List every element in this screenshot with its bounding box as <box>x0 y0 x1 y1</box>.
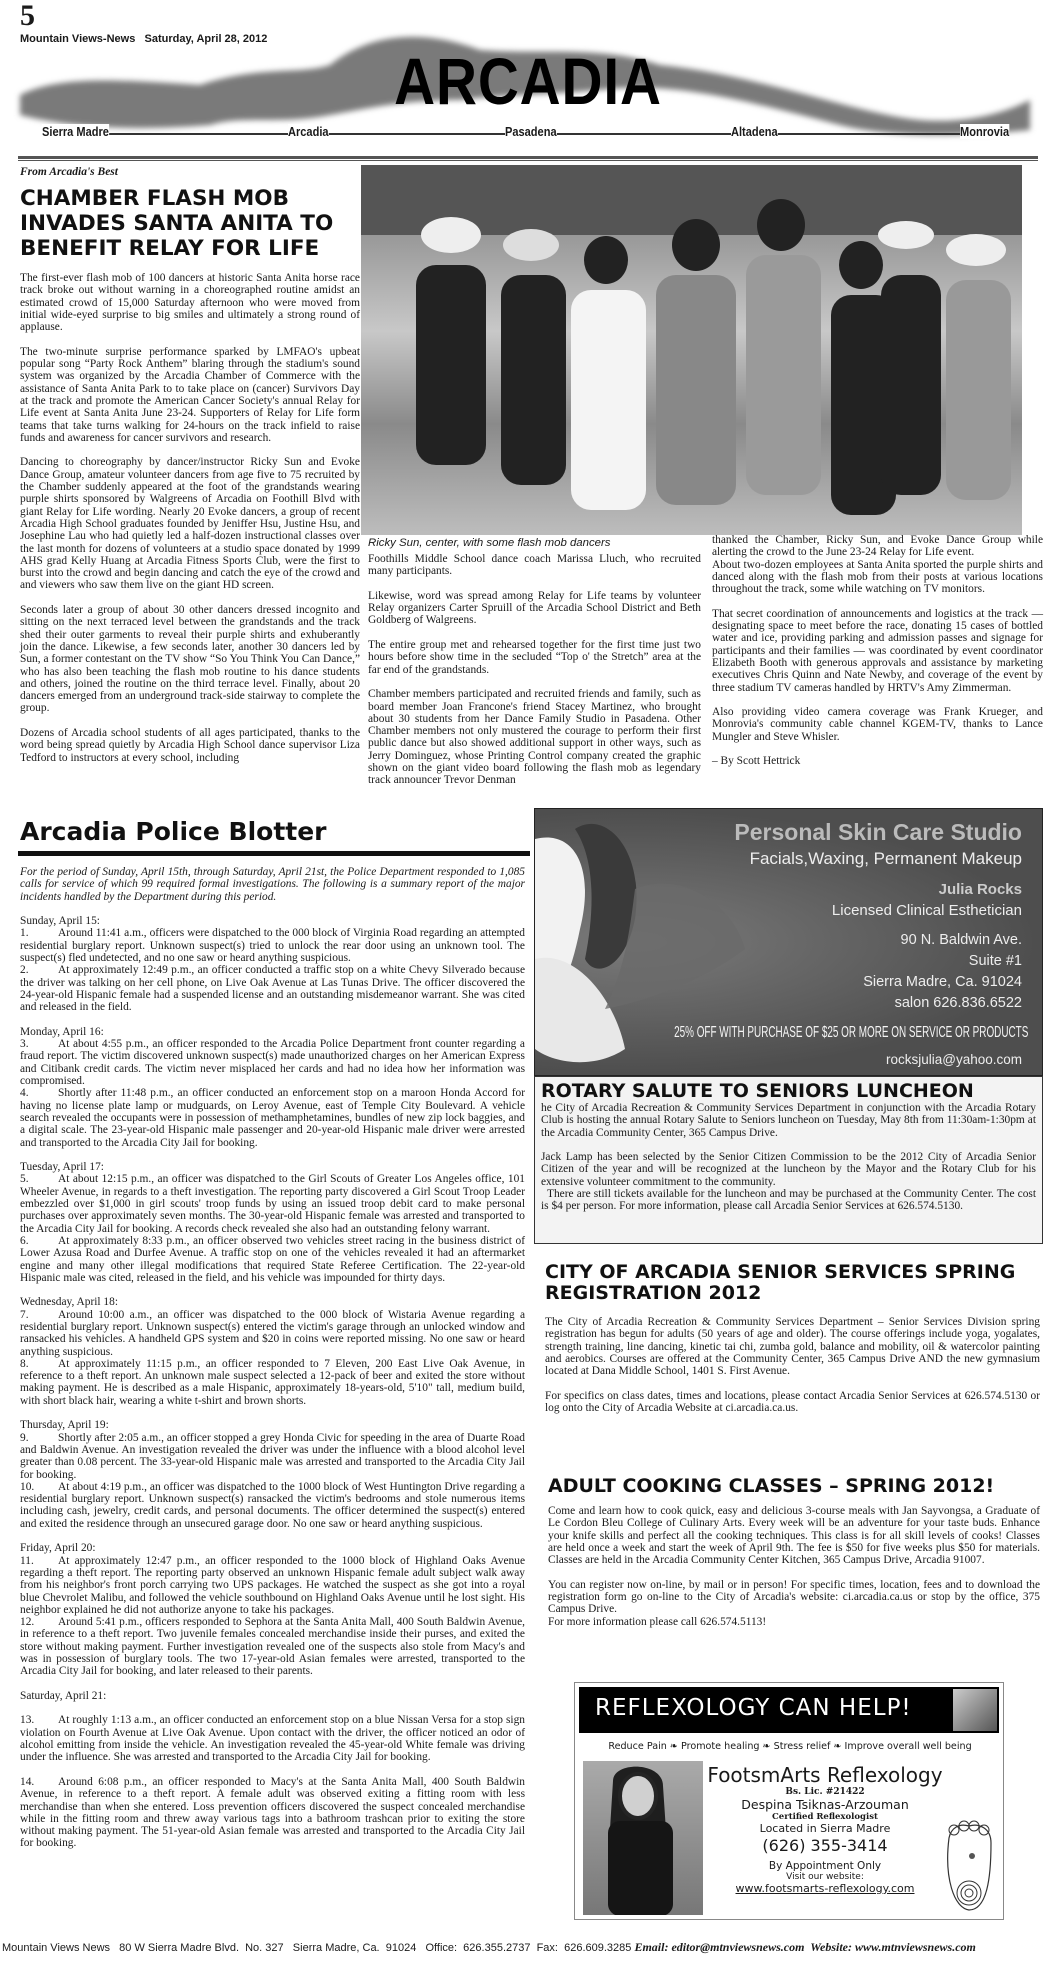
town-pasadena: Pasadena <box>505 124 557 139</box>
incident-text: At approximately 12:49 p.m., an officer conducted a traffic stop on a white Chevy Silverado because the driver was talking on her cell phone, on Live Oak Avenue at Las Tunas Drive. The officer discovered the 24-year-old Hispanic female had a suspended license and an outstanding misdemeanor warrant. She was cited and released in the field. <box>20 964 525 1014</box>
blotter-incident <box>20 1309 525 1358</box>
cooking-classes-title: ADULT COOKING CLASSES – SPRING 2012! <box>548 1475 995 1497</box>
blotter-incident <box>20 1038 525 1087</box>
blotter-incident <box>20 1235 525 1284</box>
photo-caption: Ricky Sun, center, with some flash mob dancers <box>368 537 611 549</box>
dancers-silhouettes <box>361 165 1022 535</box>
ad-address-3: Sierra Madre, Ca. 91024 <box>863 974 1022 990</box>
incident-text: At approximately 8:33 p.m., an officer observed two vehicles street racing in the business district of Lower Azusa Road and Durfee Avenue. A traffic stop on one of the vehicles revealed it had an aftermarket engine and many other illegal modifications that required State Referee Certification. The 22-year-old Hispanic male was cited, released in the field, and his vehicle was impounded for thirty days. <box>20 1234 525 1284</box>
paragraph: The City of Arcadia Recreation & Community Services Department – Senior Services Division spring registration has begun for adults (50 years of age and older). The course offerings include yoga, yogalates, strength training, line dancing, kinetic tai chi, zumba gold, balance and mobility, oil & watercolor painting and aerobics. Courses are offered at the Community Center, 365 Campus Drive AND the new gymnasium located at Dana Middle School, 1401 S. First Avenue. <box>545 1316 1040 1378</box>
blotter-day <box>20 1419 525 1530</box>
ad-services: Facials,Waxing, Permanent Makeup <box>749 849 1022 868</box>
town-altadena: Altadena <box>731 124 778 139</box>
blotter-incident <box>20 964 525 1013</box>
town-sierra-madre: Sierra Madre <box>42 124 109 139</box>
blotter-incident <box>20 1776 525 1850</box>
paragraph: thanked the Chamber, Ricky Sun, and Evoke Dance Group while alerting the crowd to the June 23-24 Relay for Life event. <box>712 534 1043 559</box>
masthead-rule <box>18 156 1038 161</box>
blotter-day-label: Friday, April 20: <box>20 1542 96 1555</box>
hands-photo <box>953 1689 997 1731</box>
paragraph: Come and learn how to cook quick, easy and delicious 3-course meals with Jan Sayvongsa, a Graduate of Le Cordon Bleu College of Culinary Arts. Every week will be an adventure for your taste buds. Enhance your knife skills and perfect all the cooking techniques. This class is for all skill levels of cooks! Classes are held once a week and start the week of April 9th. The fee is $50 for five weeks plus $50 for materials. Classes are held in the Arcadia Community Center Kitchen, 365 Campus Drive, Arcadia 91007. <box>548 1505 1040 1567</box>
paragraph: For specifics on class dates, times and locations, please contact Arcadia Senior Services at 626.574.5130 or log onto the City of Arcadia Website at ci.arcadia.ca.us. <box>545 1389 1040 1415</box>
blotter-day-label: Saturday, April 21: <box>20 1689 107 1702</box>
section-title: ARCADIA <box>394 44 662 118</box>
paragraph: About two-dozen employees at Santa Anita sported the purple shirts and danced along with the flash mob from their posts at various locations throughout the track, some while watching on TV monitors. <box>712 558 1043 596</box>
ad-offer: 25% OFF WITH PURCHASE OF $25 OR MORE ON SERVICE OR PRODUCTS <box>673 1024 1028 1041</box>
kicker: From Arcadia's Best <box>20 166 118 178</box>
reflex-banner <box>579 1687 999 1733</box>
incident-number: 2. <box>20 964 29 977</box>
ad-title: Personal Skin Care Studio <box>734 819 1022 845</box>
rotary-title: ROTARY SALUTE TO SENIORS LUNCHEON <box>541 1080 974 1102</box>
incident-number: 4. <box>20 1087 29 1100</box>
flash-mob-photo <box>361 165 1022 535</box>
paragraph: he City of Arcadia Recreation & Community Services Department in conjunction with the Arcadia Rotary Club is hosting the annual Rotary Salute to Seniors luncheon on Tuesday, May 8th from 11:30am-1:30pm at the Arcadia Community Center, 365 Campus Drive. <box>541 1102 1036 1139</box>
incident-number: 9. <box>20 1431 29 1444</box>
rotary-box <box>534 1076 1043 1244</box>
blotter-intro: For the period of Sunday, April 15th, through Saturday, April 21st, the Police Department responded to 1,085 calls for service of which 99 required formal investigations. The following is a summary report of the major incidents handled by the Department during this period. <box>20 866 525 903</box>
incident-number: 10. <box>20 1480 35 1493</box>
incident-text: At roughly 1:13 a.m., an officer conducted an enforcement stop on a blue Nissan Versa for a stop sign violation on Fourth Avenue at Live Oak Avenue. Upon contact with the driver, the officer noticed an odor of alcohol emitting from inside the vehicle. An investigation revealed the 45-year-old White female was driving under the influence. She was arrested and transported to the Arcadia City Jail for booking. <box>20 1714 525 1764</box>
page-number: 5 <box>20 0 35 32</box>
incident-number: 12. <box>20 1616 35 1629</box>
blotter-incident <box>20 1432 525 1481</box>
reflexology-ad <box>574 1682 1004 1920</box>
paragraph: Also providing video camera coverage was Frank Krueger, and Monrovia's community cable channel KGEM-TV, thanks to Lance Mungler and Steve Whisler. <box>712 706 1043 743</box>
foot-icon <box>939 1818 995 1913</box>
blotter-day-label: Thursday, April 19: <box>20 1419 109 1432</box>
incident-number: 13. <box>20 1714 35 1727</box>
reflex-business: FootsmArts Reflexology <box>707 1763 943 1787</box>
paragraph: That secret coordination of announcements and logistics at the track — designating space to meet before the race, donating 15 cases of bottled water and ice, providing parking and admission passes and signage for participants and their families — was coordinated by event coordinator Elizabeth Booth with generous approvals and assistance by marketing executives Chris Quinn and Nate Newby, and coverage of the event by three stadium TV cameras handled by HRTV's Amy Zimmerman. <box>712 607 1043 694</box>
paragraph: For more information please call 626.574.5113! <box>548 1615 767 1628</box>
ad-email[interactable]: rocksjulia@yahoo.com <box>885 1052 1022 1067</box>
feature-column-2 <box>368 553 701 799</box>
reflex-phone: (626) 355-3414 <box>762 1836 888 1855</box>
reflex-appointment: By Appointment Only <box>768 1860 882 1872</box>
paragraph: Foothills Middle School dance coach Marissa Lluch, who recruited many participants. <box>368 553 701 578</box>
incident-number: 11. <box>20 1554 34 1567</box>
feature-headline: CHAMBER FLASH MOB INVADES SANTA ANITA TO BENEFIT RELAY FOR LIFE <box>20 186 334 261</box>
incident-text: At approximately 11:15 p.m., an officer responded to 7 Eleven, 200 East Live Oak Avenue, in reference to a theft report. An unknown male suspect selected a 12-pack of beer and exited the store without making payment. He is described as a male Hispanic, approximately 18-years-old, 5'10" tall, medium build, with short black hair, wearing a white t-shirt and brown shorts. <box>20 1357 525 1407</box>
incident-text: At about 12:15 p.m., an officer was dispatched to the Girl Scouts of Greater Los Angeles office, 101 Wheeler Avenue, in regards to a theft investigation. The reporting party discovered a Girl Scout Troop Leader embezzled over $1,000 in girl scouts' troop funds by using an issued troop debit card to make personal purchases over approximately seven months. The 30-year-old Hispanic female was arrested and transported to the Arcadia City Jail for booking. A records check revealed she also had an outstanding felony warrant. <box>20 1173 525 1235</box>
blotter-incident <box>20 927 525 964</box>
blotter-body <box>20 866 525 1862</box>
incident-text: Shortly after 2:05 a.m., an officer stopped a grey Honda Civic for speeding in the area of Duarte Road and Baldwin Avenue. An investigation revealed the driver was under the influence with a blood alcohol level greater than 0.08 percent. The 33-year-old Hispanic male was arrested and transported to the Arcadia City Jail for booking. <box>20 1431 525 1481</box>
paragraph: You can register now on-line, by mail or in person! For specific times, location, fees and to download the registration form go on-line to the City of Arcadia's website: ci.arcadia.ca.us or stop by the office, 375 Campus Drive. <box>548 1578 1040 1616</box>
blotter-days <box>20 915 525 1850</box>
ad-role: Licensed Clinical Esthetician <box>831 902 1022 919</box>
practitioner-photo <box>583 1761 703 1915</box>
blotter-incident <box>20 1714 525 1763</box>
reflex-benefits: Reduce Pain ❧ Promote healing ❧ Stress relief ❧ Improve overall well being <box>608 1741 972 1752</box>
blotter-day <box>20 915 525 1013</box>
blotter-day <box>20 1542 525 1677</box>
reflex-name: Despina Tsiknas-Arzouman <box>741 1797 909 1812</box>
paragraph: Dancing to choreography by dancer/instructor Ricky Sun and Evoke Dance Group, amateur volunteer dancers from age five to 75 recruited by the Chamber suddenly appeared at the foot of the grandstands wearing purple shirts sponsored by Walgreens of Arcadia on Foothill Blvd with giant Relay for Life wording. Nearly 20 Evoke dancers, a group of recent Arcadia High School graduates founded by Jeniffer Hsu, Justine Hsu, and Josephine Lau who had quietly led a half-dozen instructional classes over the last month for dozens of volunteers at a studio space donated by 1999 AHS grad Kelly Huang at Arcadia Fitness Sports Club, were the first to burst into the crowd and begin dancing and catch the eye of the crowd and and viewers who saw them live on the giant HD screen. <box>20 456 360 592</box>
incident-text: Around 6:08 p.m., an officer responded to Macy's at the Santa Anita Mall, 400 South Baldwin Avenue, in reference to a theft report. A female adult was observed exiting a fitting room with less merchandise than when she entered. Loss prevention officers discovered the suspect concealed merchandise while in the fitting room and threw away various tags into a bathroom trashcan prior to exiting the store without making payment. The 51-year-old Asian female was arrested and transported to the Arcadia City Jail for booking. <box>20 1775 525 1850</box>
reflex-details <box>707 1763 943 1895</box>
paragraph: Seconds later a group of about 30 other dancers dressed incognito and sitting on the next terraced level between the grandstands and the track shed their outer garments to reveal their purple shirts and exhuberantly join the dance. Likewise, a few seconds later, another 30 dancers led by Sun, a former contestant on the TV show “So You Think You Can Dance,” who has also been teaching the flash mob routine to his dance students and others, joined the routine on the third terrace level. Finally, about 20 dancers emerged from an underground track-side stairway to complete the group. <box>20 604 360 715</box>
skin-care-ad <box>534 808 1043 1076</box>
blotter-title: Arcadia Police Blotter <box>20 817 327 846</box>
reflex-location: Located in Sierra Madre <box>759 1822 891 1835</box>
ad-address-1: 90 N. Baldwin Ave. <box>900 932 1022 948</box>
ad-name: Julia Rocks <box>938 881 1022 898</box>
incident-number: 1. <box>20 927 29 940</box>
ad-phone: salon 626.836.6522 <box>894 995 1022 1011</box>
incident-number: 7. <box>20 1308 29 1321</box>
paragraph: Chamber members participated and recruited friends and family, such as board member Joan Francone's friend Stacey Martinez, who brought about 30 students from her Dance Family Studio in Pasadena. Other Chamber members not only mustered the courage to perform their first public dance but also showed additional support in other ways, such as Jerry Dominguez, whose Printing Control company created the graphic shown on the giant video board following the flash mob as legendary track announcer Trevor Denman <box>368 688 701 787</box>
blotter-incident <box>20 1358 525 1407</box>
blotter-incident <box>20 1616 525 1677</box>
incident-text: Shortly after 11:48 p.m., an officer conducted an enforcement stop on a maroon Honda Accord for having no license plate lamp or mudguards, on Leroy Avenue, east of Temple City Boulevard. A vehicle search revealed the occupants were in possession of methamphetamines, bundles of new zip lock baggies, and a digital scale. The 23-year-old Hispanic male passenger and 20-year-old Hispanic male driver were arrested and transported to the Arcadia City Jail for booking. <box>20 1087 525 1149</box>
paragraph: Jack Lamp has been selected by the Senior Citizen Commission to be the 2012 City of Arcadia Senior Citizen of the year and will be recognized at the luncheon by the Mayor and the Rotary Club for his extensive volunteer commitment to the community. <box>541 1151 1036 1188</box>
senior-services-body <box>545 1316 1040 1427</box>
blotter-day-label: Tuesday, April 17: <box>20 1161 104 1174</box>
blotter-rule <box>18 851 530 856</box>
incident-text: At approximately 12:47 p.m., an officer responded to the 1000 block of Highland Oaks Avenue regarding a theft report. The reporting party observed an unknown Hispanic female adult subject walk away from his neighbor's front porch carrying two UPS packages. He watched the suspect as she got into a royal blue Chevrolet Malibu, and followed the vehicle southbound on Highland Oaks Avenue until he lost sight. His neighbor explained he did not authorize anyone to take his packages. <box>20 1554 525 1616</box>
incident-number: 8. <box>20 1357 29 1370</box>
paragraph: Dozens of Arcadia school students of all ages participated, thanks to the word being spread quietly by Arcadia High School dance supervisor Liza Tedford to instructors at every school, including <box>20 726 360 764</box>
blotter-incident <box>20 1173 525 1234</box>
feature-column-1 <box>20 272 360 776</box>
blotter-day-label: Monday, April 16: <box>20 1025 104 1038</box>
incident-text: Around 11:41 a.m., officers were dispatched to the 000 block of Virginia Road regarding an attempted residential burglary report. Unknown suspect(s) tried to unlock the rear door using an unknown tool. The suspect(s) fled undetected, and no one saw or heard anything suspicious. <box>20 927 525 965</box>
footer-contact: Email: editor@mtnviewsnews.com Website: www.mtnviewsnews.com <box>634 1940 976 1954</box>
incident-number: 14. <box>20 1775 35 1788</box>
byline: – By Scott Hettrick <box>712 755 801 768</box>
incident-text: Around 5:41 p.m., officers responded to Sephora at the Santa Anita Mall, 400 South Baldwin Avenue, in reference to a theft report. Two juvenile females concealed merchandise inside their purses, and exited the store without making payment. Further investigation revealed one of the suspects also stole from Macy's and was in possession of burglary tools. The two 17-year-old Asian females were arrested, transported to the Arcadia City Jail for booking, and later released to their parents. <box>20 1616 525 1678</box>
town-line <box>20 124 1036 140</box>
incident-number: 3. <box>20 1038 29 1051</box>
blotter-incident <box>20 1481 525 1530</box>
blotter-day-label: Sunday, April 15: <box>20 915 100 928</box>
feature-column-3 <box>712 534 1043 780</box>
blotter-incident <box>20 1555 525 1616</box>
paper-date-line: Mountain Views-News Saturday, April 28, 2012 <box>20 33 268 45</box>
incident-number: 6. <box>20 1234 29 1247</box>
reflex-title: Certified Reflexologist <box>772 1812 878 1822</box>
person-silhouette <box>583 1761 703 1915</box>
reflex-visit: Visit our website: <box>786 1872 864 1882</box>
reflex-license: Bs. Lic. #21422 <box>785 1787 865 1797</box>
paragraph: There are still tickets available for the luncheon and may be purchased at the Community Center. The cost is $4 per person. For more information, please call Arcadia Senior Services at 626.574.5130. <box>541 1188 1036 1213</box>
paragraph: The two-minute surprise performance sparked by LMFAO's upbeat popular song “Party Rock Anthem” blaring through the stadium's sound system was organized by the Arcadia Chamber of Commerce with the assistance of Santa Anita Park to to take place on (cancer) Survivors Day at the track and promote the American Cancer Society's annual Relay for Life event at Santa Anita June 23-24. Supporters of Relay for Life form teams that take turns walking for 24-hours on the track infield to raise funds and awareness for cancer survivors and research. <box>20 345 360 444</box>
reflex-website-link[interactable]: www.footsmarts-reflexology.com <box>735 1882 915 1895</box>
ad-address-2: Suite #1 <box>968 953 1022 969</box>
town-arcadia: Arcadia <box>288 124 329 139</box>
paragraph: Likewise, word was spread among Relay for Life teams by volunteer Relay organizers Carter Spruill of the Arcadia School District and Beth Goldberg of Walgreens. <box>368 589 701 627</box>
senior-services-title: CITY OF ARCADIA SENIOR SERVICES SPRING REGISTRATION 2012 <box>545 1261 1016 1304</box>
cooking-classes-body <box>548 1505 1040 1628</box>
footer <box>0 1940 1056 1955</box>
blotter-day-label: Wednesday, April 18: <box>20 1296 118 1309</box>
blotter-day <box>20 1690 525 1850</box>
incident-text: Around 10:00 a.m., an officer was dispatched to the 000 block of Wistaria Avenue regarding a residential burglary report. Unknown suspect(s) entered the victim's garage through an unlocked window and ransacked his vehicles. A handheld GPS system and $20 in coins were reported missing. No one saw or heard anything suspicious. <box>20 1308 525 1358</box>
reflex-banner-text: REFLEXOLOGY CAN HELP! <box>595 1695 912 1721</box>
town-monrovia: Monrovia <box>960 124 1010 139</box>
footer-info: Mountain Views News 80 W Sierra Madre Blvd. No. 327 Sierra Madre, Ca. 91024 Office: 626.355.2737 Fax: 626.609.3285 <box>2 1942 632 1954</box>
blotter-day <box>20 1296 525 1407</box>
incident-number: 5. <box>20 1173 29 1186</box>
paragraph: The entire group met and rehearsed together for the first time just two hours before show time in the secluded “Top o' the Stretch” area at the far end of the grandstands. <box>368 639 701 676</box>
paragraph: The first-ever flash mob of 100 dancers at historic Santa Anita horse race track broke out without warning in a choreographed routine amidst an estimated crowd of 15,000 Saturday afternoon who were moved from initial wide-eyed surprise to big smiles and ultimately a strong round of applause. <box>20 272 360 334</box>
blotter-day <box>20 1161 525 1284</box>
incident-text: At about 4:55 p.m., an officer responded to the Arcadia Police Department front counter regarding a fraud report. The victim discovered unknown suspect(s) made unauthorized charges on her American Express and Citibank credit cards. The victim never misplaced her cards and had no idea how her information was compromised. <box>20 1038 525 1088</box>
blotter-incident <box>20 1087 525 1148</box>
incident-text: At about 4:19 p.m., an officer was dispatched to the 1000 block of West Huntington Drive regarding a residential burglary report. Unknown suspect(s) ransacked the victim's bedrooms and stole numerous items including cash, jewelry, credit cards, and personal documents. The officer determined the suspect(s) entered and exited the residence through an unsecured garage door. No one saw or heard anything suspicious. <box>20 1480 525 1530</box>
blotter-day <box>20 1026 525 1149</box>
